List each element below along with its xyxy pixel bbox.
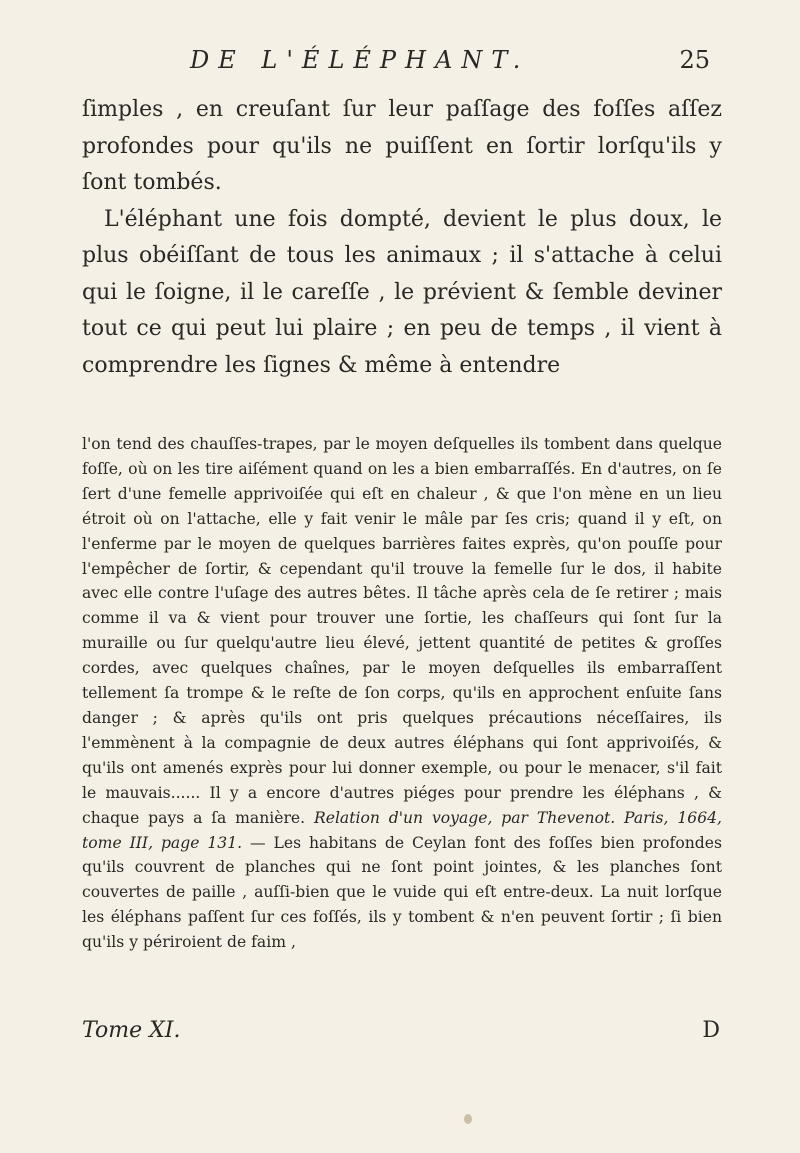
paper-stain — [464, 1114, 472, 1124]
main-text — [82, 92, 722, 384]
page-footer — [82, 1018, 722, 1048]
running-title: DE L'ÉLÉPHANT. — [190, 46, 530, 74]
signature-mark: D — [702, 1018, 720, 1043]
running-header — [190, 46, 710, 86]
footnote — [82, 432, 722, 955]
page-number: 25 — [679, 46, 710, 74]
footnote-citation: Relation d'un voyage, par Thevenot. Paris, 1664, tome III, page 131. — [82, 808, 722, 852]
footnote-part-2: — Les habitans de Ceylan font des foſſes bien profondes qu'ils couvrent de planches qui ne ſont point jointes, & les planches ſont couvertes de paille , auſſi-bien que le vuide qui eſt entre-deux. La nuit lorſque les éléphans paſſent ſur ces foſſés, ils y tombent & n'en peuvent ſortir ; ſi bien qu'ils y périroient de faim , — [82, 833, 722, 952]
main-paragraph-1: ſimples , en creuſant ſur leur paſſage des foſſes aſſez profondes pour qu'ils ne puiſſent en ſortir lorſqu'ils y ſont tombés. — [82, 97, 722, 195]
footnote-part-1: l'on tend des chauſſes-trapes, par le moyen deſquelles ils tombent dans quelque foſſe, où on les tire aiſément quand on les a bien embarraſſés. En d'autres, on ſe ſert d'une femelle apprivoiſée qui eſt en chaleur , & que l'on mène en un lieu étroit où on l'attache, elle y fait venir le mâle par ſes cris; quand il y eſt, on l'enferme par le moyen de quelques barrières faites exprès, qu'on pouſſe pour l'empêcher de ſortir, & cependant qu'il trouve la femelle ſur le dos, il habite avec elle contre l'uſage des autres bêtes. Il tâche après cela de ſe retirer ; mais comme il va & vient pour trouver une ſortie, les chaſſeurs qui ſont ſur la muraille ou ſur quelqu'autre lieu élevé, jettent quantité de petites & groſſes cordes, avec quelques chaînes, par le moyen deſquelles ils embarraſſent tellement ſa trompe & le reſte de ſon corps, qu'ils en approchent enſuite ſans danger ; & après qu'ils ont pris quelques précautions néceſſaires, ils l'emmènent à la compagnie de deux autres éléphans qui ſont apprivoiſés, & qu'ils ont amenés exprès pour lui donner exemple, ou pour le menacer, s'il fait le mauvais...... Il y a encore d'autres piéges pour prendre les éléphans , & chaque pays a ſa manière. — [82, 435, 722, 827]
footnote-paragraph — [82, 432, 722, 955]
main-paragraph-2: L'éléphant une fois dompté, devient le plus doux, le plus obéiſſant de tous les animaux ; il s'attache à celui qui le ſoigne, il le careſſe , le prévient & ſemble deviner tout ce qui peut lui plaire ; en peu de temps , il vient à comprendre les ſignes & même à entendre — [82, 206, 722, 378]
tome-label: Tome XI. — [82, 1018, 181, 1043]
